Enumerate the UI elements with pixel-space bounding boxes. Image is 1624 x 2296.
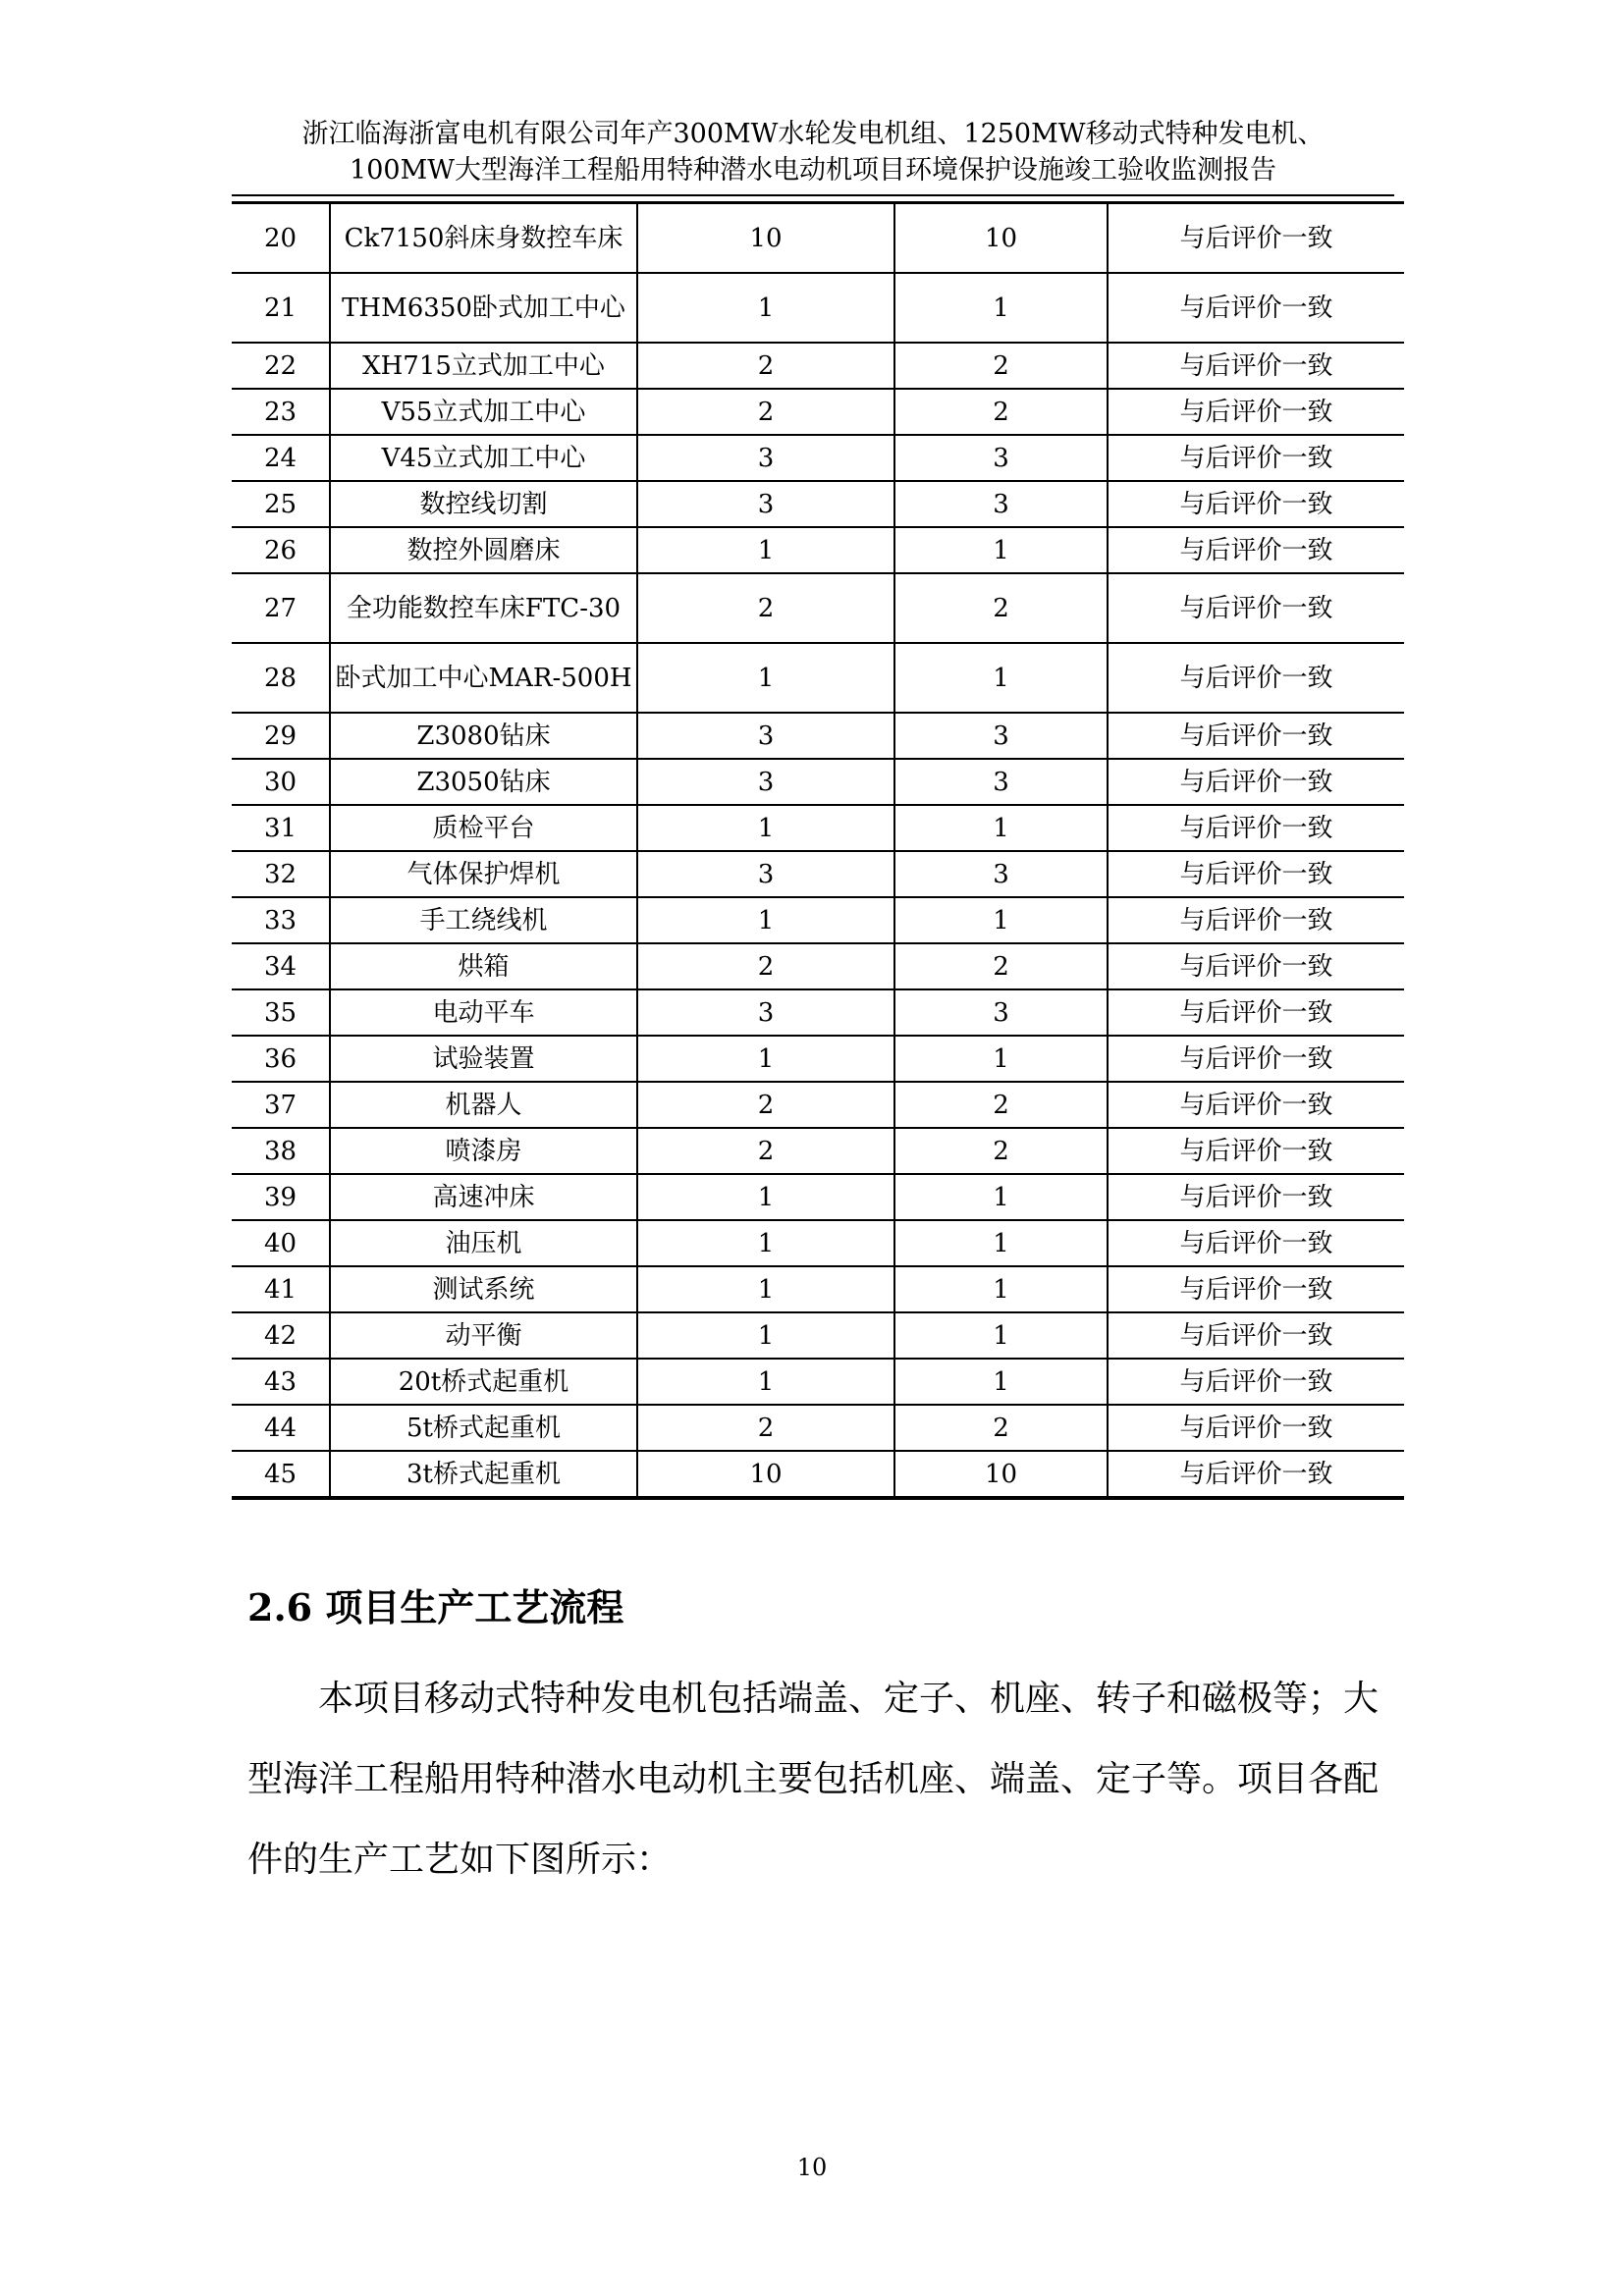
planned-quantity-cell: 2	[637, 343, 894, 389]
equipment-name-cell: 油压机	[330, 1220, 637, 1266]
planned-quantity-cell: 10	[637, 203, 894, 274]
equipment-name-cell: 卧式加工中心MAR-500H	[330, 643, 637, 713]
equipment-name-cell: 烘箱	[330, 943, 637, 989]
equipment-name-cell: Z3080钻床	[330, 713, 637, 759]
planned-quantity-cell: 2	[637, 1082, 894, 1128]
item-number-cell: 42	[232, 1312, 330, 1359]
item-number-cell: 37	[232, 1082, 330, 1128]
item-number-cell: 34	[232, 943, 330, 989]
actual-quantity-cell: 3	[894, 851, 1108, 897]
item-number-cell: 24	[232, 435, 330, 481]
header-line-1: 浙江临海浙富电机有限公司年产300MW水轮发电机组、1250MW移动式特种发电机、	[301, 119, 1325, 149]
table-row	[232, 1312, 1404, 1359]
remark-cell: 与后评价一致	[1108, 1312, 1404, 1359]
item-number-cell: 32	[232, 851, 330, 897]
actual-quantity-cell: 1	[894, 897, 1108, 943]
section-paragraph: 本项目移动式特种发电机包括端盖、定子、机座、转子和磁极等；大型海洋工程船用特种潜水电动机主要包括机座、端盖、定子等。项目各配件的生产工艺如下图所示：	[247, 1679, 1380, 1880]
actual-quantity-cell: 3	[894, 759, 1108, 805]
item-number-cell: 44	[232, 1405, 330, 1451]
table-row	[232, 1266, 1404, 1312]
actual-quantity-cell: 1	[894, 1312, 1108, 1359]
table-row	[232, 1359, 1404, 1405]
planned-quantity-cell: 1	[637, 805, 894, 851]
remark-cell: 与后评价一致	[1108, 1405, 1404, 1451]
planned-quantity-cell: 1	[637, 1312, 894, 1359]
table-row	[232, 435, 1404, 481]
equipment-name-cell: 测试系统	[330, 1266, 637, 1312]
table-row	[232, 1174, 1404, 1220]
planned-quantity-cell: 2	[637, 389, 894, 435]
remark-cell: 与后评价一致	[1108, 1174, 1404, 1220]
section-title: 2.6 项目生产工艺流程	[247, 1585, 624, 1629]
remark-cell: 与后评价一致	[1108, 1220, 1404, 1266]
item-number-cell: 36	[232, 1036, 330, 1082]
remark-cell: 与后评价一致	[1108, 435, 1404, 481]
equipment-name-cell: Ck7150斜床身数控车床	[330, 203, 637, 274]
planned-quantity-cell: 1	[637, 897, 894, 943]
remark-cell: 与后评价一致	[1108, 1036, 1404, 1082]
table-row	[232, 389, 1404, 435]
actual-quantity-cell: 2	[894, 1082, 1108, 1128]
header-line-2: 100MW大型海洋工程船用特种潜水电动机项目环境保护设施竣工验收监测报告	[350, 155, 1276, 186]
equipment-name-cell: 试验装置	[330, 1036, 637, 1082]
planned-quantity-cell: 10	[637, 1451, 894, 1498]
item-number-cell: 26	[232, 527, 330, 573]
table-row	[232, 573, 1404, 643]
remark-cell: 与后评价一致	[1108, 573, 1404, 643]
planned-quantity-cell: 2	[637, 1405, 894, 1451]
remark-cell: 与后评价一致	[1108, 1451, 1404, 1498]
equipment-name-cell: 机器人	[330, 1082, 637, 1128]
actual-quantity-cell: 1	[894, 1036, 1108, 1082]
page-number: 10	[796, 2154, 828, 2181]
item-number-cell: 29	[232, 713, 330, 759]
planned-quantity-cell: 2	[637, 573, 894, 643]
actual-quantity-cell: 3	[894, 435, 1108, 481]
actual-quantity-cell: 2	[894, 1405, 1108, 1451]
remark-cell: 与后评价一致	[1108, 1128, 1404, 1174]
equipment-name-cell: 20t桥式起重机	[330, 1359, 637, 1405]
actual-quantity-cell: 1	[894, 805, 1108, 851]
remark-cell: 与后评价一致	[1108, 897, 1404, 943]
equipment-name-cell: 喷漆房	[330, 1128, 637, 1174]
actual-quantity-cell: 3	[894, 481, 1108, 527]
table-row	[232, 897, 1404, 943]
table-row	[232, 1128, 1404, 1174]
planned-quantity-cell: 1	[637, 1266, 894, 1312]
actual-quantity-cell: 1	[894, 1174, 1108, 1220]
item-number-cell: 41	[232, 1266, 330, 1312]
planned-quantity-cell: 1	[637, 1036, 894, 1082]
actual-quantity-cell: 3	[894, 713, 1108, 759]
planned-quantity-cell: 3	[637, 481, 894, 527]
remark-cell: 与后评价一致	[1108, 389, 1404, 435]
item-number-cell: 40	[232, 1220, 330, 1266]
planned-quantity-cell: 1	[637, 643, 894, 713]
remark-cell: 与后评价一致	[1108, 805, 1404, 851]
item-number-cell: 39	[232, 1174, 330, 1220]
actual-quantity-cell: 3	[894, 989, 1108, 1036]
actual-quantity-cell: 2	[894, 1128, 1108, 1174]
equipment-name-cell: 质检平台	[330, 805, 637, 851]
item-number-cell: 33	[232, 897, 330, 943]
remark-cell: 与后评价一致	[1108, 1266, 1404, 1312]
equipment-table	[232, 201, 1404, 1500]
table-row	[232, 851, 1404, 897]
equipment-name-cell: Z3050钻床	[330, 759, 637, 805]
equipment-name-cell: THM6350卧式加工中心	[330, 273, 637, 343]
table-row	[232, 1220, 1404, 1266]
remark-cell: 与后评价一致	[1108, 527, 1404, 573]
equipment-name-cell: V55立式加工中心	[330, 389, 637, 435]
actual-quantity-cell: 1	[894, 273, 1108, 343]
planned-quantity-cell: 3	[637, 851, 894, 897]
remark-cell: 与后评价一致	[1108, 343, 1404, 389]
remark-cell: 与后评价一致	[1108, 481, 1404, 527]
remark-cell: 与后评价一致	[1108, 643, 1404, 713]
remark-cell: 与后评价一致	[1108, 273, 1404, 343]
actual-quantity-cell: 1	[894, 1220, 1108, 1266]
table-row	[232, 805, 1404, 851]
equipment-table-body	[232, 203, 1404, 1499]
table-row	[232, 1405, 1404, 1451]
actual-quantity-cell: 1	[894, 1266, 1108, 1312]
planned-quantity-cell: 1	[637, 1359, 894, 1405]
item-number-cell: 35	[232, 989, 330, 1036]
item-number-cell: 23	[232, 389, 330, 435]
equipment-name-cell: 3t桥式起重机	[330, 1451, 637, 1498]
planned-quantity-cell: 1	[637, 527, 894, 573]
actual-quantity-cell: 2	[894, 343, 1108, 389]
table-row	[232, 203, 1404, 274]
equipment-name-cell: 手工绕线机	[330, 897, 637, 943]
remark-cell: 与后评价一致	[1108, 1359, 1404, 1405]
actual-quantity-cell: 2	[894, 943, 1108, 989]
actual-quantity-cell: 10	[894, 203, 1108, 274]
planned-quantity-cell: 3	[637, 435, 894, 481]
running-header	[232, 116, 1394, 188]
planned-quantity-cell: 3	[637, 713, 894, 759]
table-row	[232, 1451, 1404, 1498]
table-row	[232, 273, 1404, 343]
equipment-name-cell: 高速冲床	[330, 1174, 637, 1220]
table-row	[232, 643, 1404, 713]
planned-quantity-cell: 3	[637, 989, 894, 1036]
planned-quantity-cell: 1	[637, 273, 894, 343]
item-number-cell: 45	[232, 1451, 330, 1498]
planned-quantity-cell: 2	[637, 1128, 894, 1174]
planned-quantity-cell: 1	[637, 1174, 894, 1220]
item-number-cell: 25	[232, 481, 330, 527]
actual-quantity-cell: 2	[894, 389, 1108, 435]
equipment-name-cell: 动平衡	[330, 1312, 637, 1359]
item-number-cell: 28	[232, 643, 330, 713]
remark-cell: 与后评价一致	[1108, 713, 1404, 759]
table-row	[232, 989, 1404, 1036]
table-row	[232, 481, 1404, 527]
remark-cell: 与后评价一致	[1108, 203, 1404, 274]
remark-cell: 与后评价一致	[1108, 851, 1404, 897]
planned-quantity-cell: 1	[637, 1220, 894, 1266]
equipment-name-cell: 电动平车	[330, 989, 637, 1036]
item-number-cell: 20	[232, 203, 330, 274]
equipment-name-cell: 气体保护焊机	[330, 851, 637, 897]
item-number-cell: 31	[232, 805, 330, 851]
item-number-cell: 38	[232, 1128, 330, 1174]
item-number-cell: 22	[232, 343, 330, 389]
equipment-name-cell: 数控外圆磨床	[330, 527, 637, 573]
actual-quantity-cell: 10	[894, 1451, 1108, 1498]
table-row	[232, 1036, 1404, 1082]
planned-quantity-cell: 2	[637, 943, 894, 989]
remark-cell: 与后评价一致	[1108, 989, 1404, 1036]
equipment-name-cell: 全功能数控车床FTC-30	[330, 573, 637, 643]
equipment-name-cell: V45立式加工中心	[330, 435, 637, 481]
table-row	[232, 943, 1404, 989]
table-row	[232, 343, 1404, 389]
header-rule	[232, 194, 1394, 196]
remark-cell: 与后评价一致	[1108, 943, 1404, 989]
remark-cell: 与后评价一致	[1108, 1082, 1404, 1128]
equipment-name-cell: 数控线切割	[330, 481, 637, 527]
table-row	[232, 1082, 1404, 1128]
actual-quantity-cell: 2	[894, 573, 1108, 643]
actual-quantity-cell: 1	[894, 1359, 1108, 1405]
item-number-cell: 21	[232, 273, 330, 343]
actual-quantity-cell: 1	[894, 527, 1108, 573]
remark-cell: 与后评价一致	[1108, 759, 1404, 805]
table-row	[232, 759, 1404, 805]
item-number-cell: 30	[232, 759, 330, 805]
planned-quantity-cell: 3	[637, 759, 894, 805]
item-number-cell: 43	[232, 1359, 330, 1405]
equipment-name-cell: 5t桥式起重机	[330, 1405, 637, 1451]
table-row	[232, 713, 1404, 759]
item-number-cell: 27	[232, 573, 330, 643]
table-row	[232, 527, 1404, 573]
equipment-name-cell: XH715立式加工中心	[330, 343, 637, 389]
actual-quantity-cell: 1	[894, 643, 1108, 713]
